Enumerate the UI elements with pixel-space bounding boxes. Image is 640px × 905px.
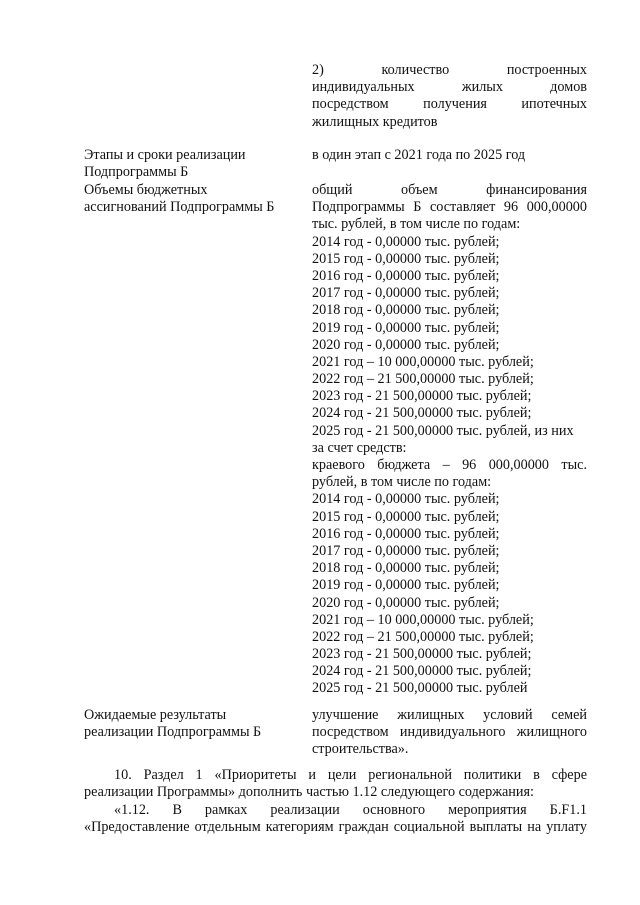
text-line: ассигнований Подпрограммы Б <box>84 199 275 216</box>
year-line: 2021 год – 10 000,00000 тыс. рублей; <box>312 611 534 628</box>
text-line: реализации Подпрограммы Б <box>84 724 262 741</box>
budget-value <box>312 182 587 698</box>
year-line: 2018 год - 0,00000 тыс. рублей; <box>312 302 500 319</box>
results-label <box>84 707 299 741</box>
text-line: в один этап с 2021 года по 2025 год <box>312 147 526 163</box>
paragraph-1-12 <box>84 802 587 836</box>
text-line: 10. Раздел 1 «Приоритеты и цели региональной политики в сфере <box>114 767 587 783</box>
text-line: Подпрограммы Б составляет 96 000,00000 <box>312 199 587 216</box>
year-line: 2025 год - 21 500,00000 тыс. рублей, из них <box>312 422 574 439</box>
text-line: улучшение жилищных условий семей <box>312 707 587 723</box>
text-line: индивидуальных жилых домов <box>312 79 587 96</box>
year-line: 2019 год - 0,00000 тыс. рублей; <box>312 319 500 336</box>
text-line: 2) количество построенных <box>312 62 587 78</box>
year-line: 2016 год - 0,00000 тыс. рублей; <box>312 267 500 284</box>
year-line: 2015 год - 0,00000 тыс. рублей; <box>312 250 500 267</box>
year-line: 2016 год - 0,00000 тыс. рублей; <box>312 525 500 542</box>
year-line: 2023 год - 21 500,00000 тыс. рублей; <box>312 646 532 663</box>
budget-label <box>84 182 299 216</box>
year-line: 2022 год – 21 500,00000 тыс. рублей; <box>312 628 534 645</box>
indicators-text <box>312 62 587 131</box>
text-line: тыс. рублей, в том числе по годам: <box>312 216 521 233</box>
text-line: строительства». <box>312 741 409 758</box>
year-line: 2024 год - 21 500,00000 тыс. рублей; <box>312 405 532 422</box>
text-line: Ожидаемые результаты <box>84 707 227 723</box>
year-line: 2020 год - 0,00000 тыс. рублей; <box>312 336 500 353</box>
year-line: 2018 год - 0,00000 тыс. рублей; <box>312 560 500 577</box>
year-line: 2017 год - 0,00000 тыс. рублей; <box>312 285 500 302</box>
text-line: общий объем финансирования <box>312 182 587 198</box>
text-line: посредством индивидуального жилищного <box>312 724 587 741</box>
year-line: 2020 год - 0,00000 тыс. рублей; <box>312 594 500 611</box>
text-line: краевого бюджета – 96 000,00000 тыс. <box>312 457 587 473</box>
year-line: 2014 год - 0,00000 тыс. рублей; <box>312 233 500 250</box>
year-line: 2017 год - 0,00000 тыс. рублей; <box>312 542 500 559</box>
text-line: рублей, в том числе по годам: <box>312 474 492 491</box>
year-line: 2023 год - 21 500,00000 тыс. рублей; <box>312 388 532 405</box>
year-line: 2025 год - 21 500,00000 тыс. рублей <box>312 680 528 697</box>
text-line: Объемы бюджетных <box>84 182 208 198</box>
stages-label <box>84 147 299 181</box>
text-line: Подпрограммы Б <box>84 164 189 181</box>
text-line: жилищных кредитов <box>312 113 438 130</box>
paragraph-10 <box>84 767 587 801</box>
year-line: 2022 год – 21 500,00000 тыс. рублей; <box>312 371 534 388</box>
results-value <box>312 707 587 759</box>
year-line: 2024 год - 21 500,00000 тыс. рублей; <box>312 663 532 680</box>
year-line: 2015 год - 0,00000 тыс. рублей; <box>312 508 500 525</box>
year-line: 2021 год – 10 000,00000 тыс. рублей; <box>312 353 534 370</box>
stages-value <box>312 147 587 164</box>
year-line: 2019 год - 0,00000 тыс. рублей; <box>312 577 500 594</box>
text-line: «Предоставление отдельным категориям граждан социальной выплаты на уплату <box>84 819 587 836</box>
text-line: «1.12. В рамках реализации основного мероприятия Б.F1.1 <box>114 802 587 818</box>
year-line: 2014 год - 0,00000 тыс. рублей; <box>312 491 500 508</box>
text-line: за счет средств: <box>312 439 407 456</box>
text-line: Этапы и сроки реализации <box>84 147 246 163</box>
text-line: посредством получения ипотечных <box>312 96 587 113</box>
text-line: реализации Программы» дополнить частью 1.12 следующего содержания: <box>84 784 534 801</box>
